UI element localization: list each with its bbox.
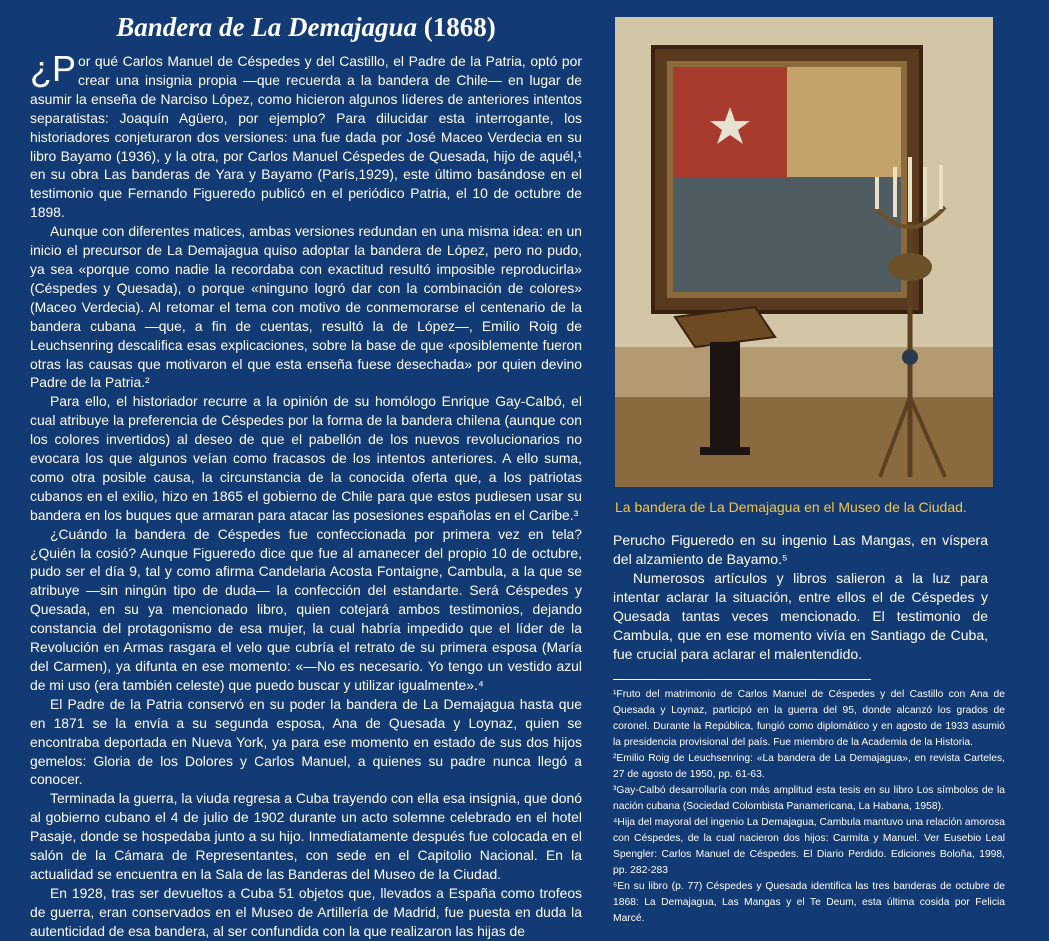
photo-caption: La bandera de La Demajagua en el Museo de la Ciudad.	[615, 499, 967, 515]
flag-museum-photo	[615, 17, 993, 487]
footnote-3: ³Gay-Calbó desarrollaría con más amplitud esta tesis en su libro Los símbolos de la nación cubana (Sociedad Colombista Panamericana, La Habana, 1958).	[613, 785, 1005, 812]
paragraph-2: Aunque con diferentes matices, ambas versiones redundan en una misma idea: en un inicio el precursor de La Demajagua quiso adoptar la bandera de López, pero no pudo, ya sea «porque como nadie la recordaba con exactitud resultó imposible reproducirla» (Céspedes y Quesada), o porque «ninguno logró dar con la combinación de colores» (Maceo Verdecia). Al retomar el tema con motivo de conmemorarse el centenario de la bandera cubana —que, a fin de cuentas, resultó la de López—, Emilio Roig de Leuchsenring descalifica esas explicaciones, sobre la base de que «posiblemente fueron otras las causas que motivaron el que esta enseña fuese desechada» por quien devino Padre de la Patria.²	[30, 223, 582, 391]
right-paragraph-1: Perucho Figueredo en su ingenio Las Mangas, en víspera del alzamiento de Bayamo.⁵	[613, 532, 988, 567]
footnote-2: ²Emilio Roig de Leuchsenring: «La bandera de La Demajagua», en revista Carteles, 27 de agosto de 1950, pp. 61-63.	[613, 753, 1005, 780]
title-text: Bandera de La Demajagua	[116, 12, 417, 42]
paragraph-6: Terminada la guerra, la viuda regresa a Cuba trayendo con ella esa insignia, que donó al gobierno cubano el 4 de julio de 1902 durante un acto solemne celebrado en el hotel Pasaje, donde se hospedaba junto a su hijo. Inmediatamente después fue colocada en el salón de la Cámara de Representantes, con sede en el Capitolio Nacional. En la actualidad se encuentra en la Sala de las Banderas del Museo de la Ciudad.	[30, 790, 582, 882]
main-column	[30, 10, 582, 941]
paragraph-5: El Padre de la Patria conservó en su poder la bandera de La Demajagua hasta que en 1871 se la envía a su segunda esposa, Ana de Quesada y Loynaz, quien se encontraba deportada en Nueva York, ya para ese momento en estado de sus dos hijos gemelos: Gloria de los Dolores y Carlos Manuel, a quienes su padre nunca llegó a conocer.	[30, 695, 582, 788]
paragraph-4: ¿Cuándo la bandera de Céspedes fue confeccionada por primera vez en tela? ¿Quién la cosió? Aunque Figueredo dice que fue al amanecer del propio 10 de octubre, pudo ser el día 9, tal y como afirma Candelaria Acosta Fontaigne, Cambula, a la que se atribuye —sin ningún tipo de duda— la confección del estandarte. Será Céspedes y Quesada, en su ya mencionado libro, quien cotejará ambos testimonios, dejando constancia del protagonismo de esa mujer, la cual habría impedido que el líder de la Revolución en Armas rasgara el velo que cubría el retrato de su primera esposa (María del Carmen), ya difunta en ese momento: «—No es necesario. Yo tengo un vestido azul de mi uso (era también celeste) que puedo buscar y utilizar igualmente».⁴	[30, 525, 582, 693]
title-year: (1868)	[423, 12, 496, 42]
article-body	[30, 48, 582, 941]
paragraph-7: En 1928, tras ser devueltos a Cuba 51 objetos que, llevados a España como trofeos de guerra, eran conservados en el Museo de Artillería de Madrid, fue puesta en duda la autenticidad de esa bandera, al ser confundida con la que realizaron las hijas de	[30, 884, 582, 939]
paragraph-1	[30, 48, 582, 222]
footnote-divider	[613, 679, 871, 680]
paragraph-3: Para ello, el historiador recurre a la opinión de su homólogo Enrique Gay-Calbó, el cual atribuye la preferencia de Céspedes por la forma de la bandera chilena (aunque con los colores invertidos) al deseo de que el pabellón de los nuevos revolucionarios no evocara los que algunos veían como fracasos de los intentos anteriores. A ello suma, como otra posible causa, la circunstancia de la conocida oferta que, a los patriotas cubanos en el exilio, hizo en 1865 el gobierno de Chile para que estos pudiesen usar su bandera en los buques que armaran para atacar las posesiones españolas en el Caribe.³	[30, 393, 582, 523]
right-column	[613, 531, 988, 664]
right-paragraph-2: Numerosos artículos y libros salieron a la luz para intentar aclarar la situación, entre ellos el de Céspedes y Quesada tantas veces mencionado. El testimonio de Cambula, que en ese momento vivía en Santiago de Cuba, fue crucial para aclarar el malentendido.	[613, 570, 988, 662]
footnote-4: ⁴Hija del mayoral del ingenio La Demajagua, Cambula mantuvo una relación amorosa con Céspedes, de la cual nacieron dos hijos: Carmita y Manuel. Ver Eusebio Leal Spengler: Carlos Manuel de Céspedes. El Diario Perdido. Ediciones Boloña, 1998, pp. 282-283	[613, 817, 1005, 876]
photo-illustration	[615, 17, 993, 487]
paragraph-1-text: or qué Carlos Manuel de Céspedes y del Castillo, el Padre de la Patria, optó por crear una insignia propia —que recuerda a la bandera de Chile— en lugar de asumir la enseña de Narciso López, como hicieron algunos líderes de anteriores intentos separatistas: Joaquín Agüero, por ejemplo? Para dilucidar esta interrogante, los historiadores conjeturaron dos versiones: una fue dada por José Maceo Verdecia en su libro Bayamo (1936), y la otra, por Carlos Manuel Céspedes de Quesada, hijo de aquél,¹ en su obra Las banderas de Yara y Bayamo (París,1929), este último basándose en el testimonio que Fernando Figueredo publicó en el periódico Patria, el 10 de octubre de 1898.	[30, 53, 582, 221]
footnotes	[613, 687, 1005, 927]
footnote-5: ⁵En su libro (p. 77) Céspedes y Quesada identifica las tres banderas de octubre de 1868: La Demajagua, Las Mangas y el Te Deum, esta última cosida por Felicia Marcé.	[613, 881, 1005, 924]
footnote-1: ¹Fruto del matrimonio de Carlos Manuel de Céspedes y del Castillo con Ana de Quesada y Loynaz, participó en la guerra del 95, donde alcanzó los grados de coronel. Durante la República, fungió como diplomático y en agosto de 1933 asumió la presidencia provisional del país. Fue miembro de la Academia de la Historia.	[613, 689, 1005, 748]
drop-cap: ¿P	[30, 48, 77, 89]
page-title	[30, 10, 582, 44]
